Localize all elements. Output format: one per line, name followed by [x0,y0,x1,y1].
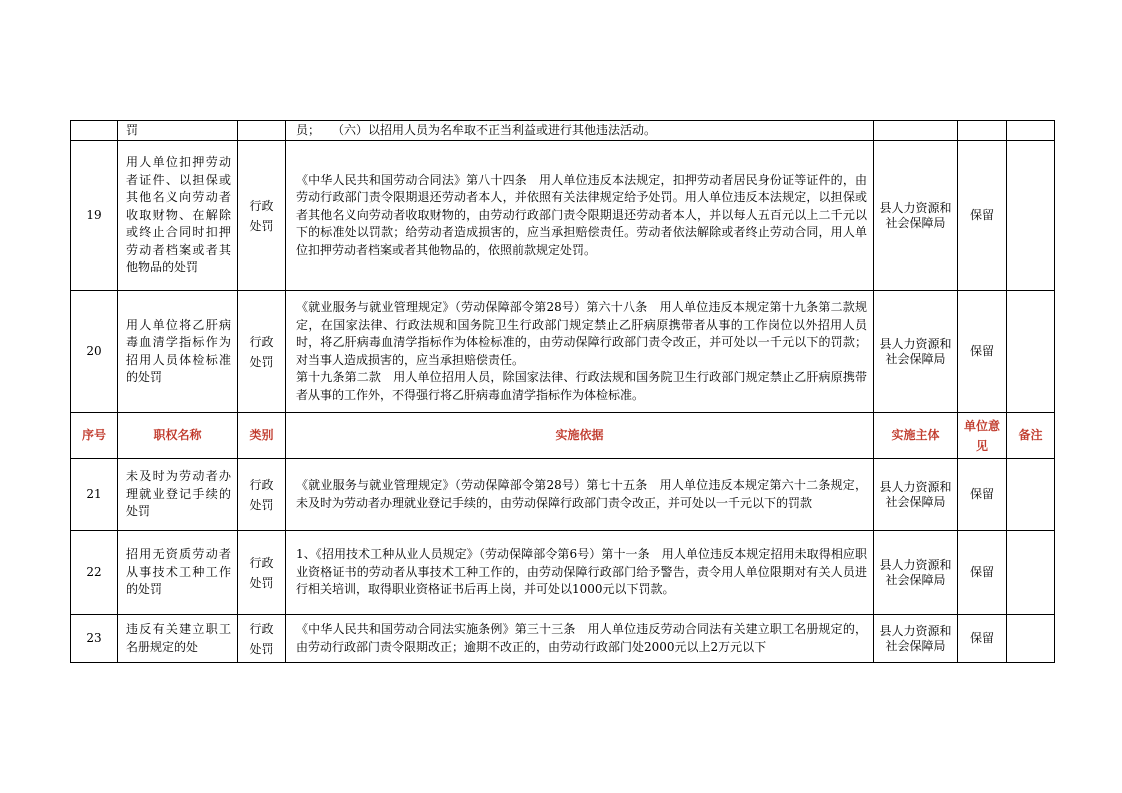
table-header [71,413,1055,459]
row-note [1007,459,1055,531]
basis-paragraph: 员； （六）以招用人员为名牟取不正当利益或进行其他违法活动。 [296,122,657,137]
basis-paragraph: 《中华人民共和国劳动合同法实施条例》第三十三条 用人单位违反劳动合同法有关建立职工名册规定的，由劳动行政部门责令限期改正；逾期不改正的，由劳动行政部门处2000元以上2万元以下 [296,622,867,654]
row-basis [286,121,874,141]
rows-before-header [71,121,1055,413]
row-type [238,141,286,291]
row-seq [71,121,118,141]
table-row [71,121,1055,141]
row-seq: 19 [71,141,118,291]
basis-paragraph: 第十九条第二款 用人单位招用人员，除国家法律、行政法规和国务院卫生行政部门规定禁止乙肝病原携带者从事的工作外，不得强行将乙肝病毒血清学指标作为体检标准。 [296,370,867,402]
row-authority-name: 违反有关建立职工名册规定的处 [118,615,238,663]
row-subject: 县人力资源和社会保障局 [874,531,958,615]
row-subject: 县人力资源和社会保障局 [874,141,958,291]
row-opinion: 保留 [958,459,1007,531]
row-opinion: 保留 [958,531,1007,615]
row-authority-name: 未及时为劳动者办理就业登记手续的处罚 [118,459,238,531]
row-note [1007,121,1055,141]
header-subject: 实施主体 [874,413,958,459]
header-note: 备注 [1007,413,1055,459]
header-seq: 序号 [71,413,118,459]
basis-paragraph: 《就业服务与就业管理规定》（劳动保障部令第28号）第六十八条 用人单位违反本规定第十九条第二款规定，在国家法律、行政法规和国务院卫生行政部门规定禁止乙肝病原携带者从事的工作岗位以外招用人员时，将乙肝病毒血清学指标作为体检标准的，由劳动保障行政部门责令改正，并可处以一千元以下的罚款；对当事人造成损害的，应当承担赔偿责任。 [296,300,867,367]
authority-table [70,120,1055,663]
header-opinion-label: 单位意见 [964,418,1001,453]
basis-paragraph: 《就业服务与就业管理规定》（劳动保障部令第28号）第七十五条 用人单位违反本规定第六十二条规定，未及时为劳动者办理就业登记手续的，由劳动保障行政部门责令改正，并可处以一千元以下的罚款 [296,478,867,510]
row-subject: 县人力资源和社会保障局 [874,291,958,413]
row-note [1007,531,1055,615]
row-seq: 22 [71,531,118,615]
row-subject: 县人力资源和社会保障局 [874,615,958,663]
table-row [71,459,1055,531]
rows-after-header [71,459,1055,663]
row-opinion: 保留 [958,615,1007,663]
row-type-label: 行政处罚 [249,334,274,369]
row-subject: 县人力资源和社会保障局 [874,459,958,531]
row-type [238,531,286,615]
row-type-label: 行政处罚 [249,198,274,233]
row-type [238,121,286,141]
row-authority-name: 用人单位将乙肝病毒血清学指标作为招用人员体检标准的处罚 [118,291,238,413]
row-authority-name: 罚 [118,121,238,141]
basis-paragraph: 《中华人民共和国劳动合同法》第八十四条 用人单位违反本法规定，扣押劳动者居民身份证等证件的，由劳动行政部门责令限期退还劳动者本人，并依照有关法律规定给予处罚。用人单位违反本法规定，以担保或者其他名义向劳动者收取财物的，由劳动行政部门责令限期退还劳动者本人，并以每人五百元以上二千元以下的标准处以罚款；给劳动者造成损害的，应当承担赔偿责任。劳动者依法解除或者终止劳动合同，用人单位扣押劳动者档案或者其他物品的，依照前款规定处罚。 [296,172,867,257]
row-basis [286,291,874,413]
row-subject [874,121,958,141]
header-row [71,413,1055,459]
header-basis: 实施依据 [286,413,874,459]
row-opinion [958,121,1007,141]
basis-paragraph: 1、《招用技术工种从业人员规定》（劳动保障部令第6号）第十一条 用人单位违反本规定招用未取得相应职业资格证书的劳动者从事技术工种工作的，由劳动保障行政部门给予警告，责令用人单位限期对有关人员进行相关培训，取得职业资格证书后再上岗，并可处以1000元以下罚款。 [296,547,867,597]
row-opinion: 保留 [958,141,1007,291]
row-type [238,459,286,531]
header-name: 职权名称 [118,413,238,459]
row-note [1007,291,1055,413]
row-type-label: 行政处罚 [249,555,274,590]
row-opinion: 保留 [958,291,1007,413]
table-row [71,291,1055,413]
row-basis [286,531,874,615]
header-opinion [958,413,1007,459]
row-type [238,291,286,413]
row-type-label: 行政处罚 [249,621,274,656]
table-row [71,141,1055,291]
row-note [1007,615,1055,663]
row-seq: 23 [71,615,118,663]
row-note [1007,141,1055,291]
table-row [71,615,1055,663]
row-basis [286,615,874,663]
row-type [238,615,286,663]
row-authority-name: 招用无资质劳动者从事技术工种工作的处罚 [118,531,238,615]
row-seq: 20 [71,291,118,413]
header-type: 类别 [238,413,286,459]
table-row [71,531,1055,615]
row-authority-name: 用人单位扣押劳动者证件、以担保或其他名义向劳动者收取财物、在解除或终止合同时扣押劳动者档案或者其他物品的处罚 [118,141,238,291]
row-basis [286,141,874,291]
row-type-label: 行政处罚 [249,477,274,512]
row-basis [286,459,874,531]
row-seq: 21 [71,459,118,531]
